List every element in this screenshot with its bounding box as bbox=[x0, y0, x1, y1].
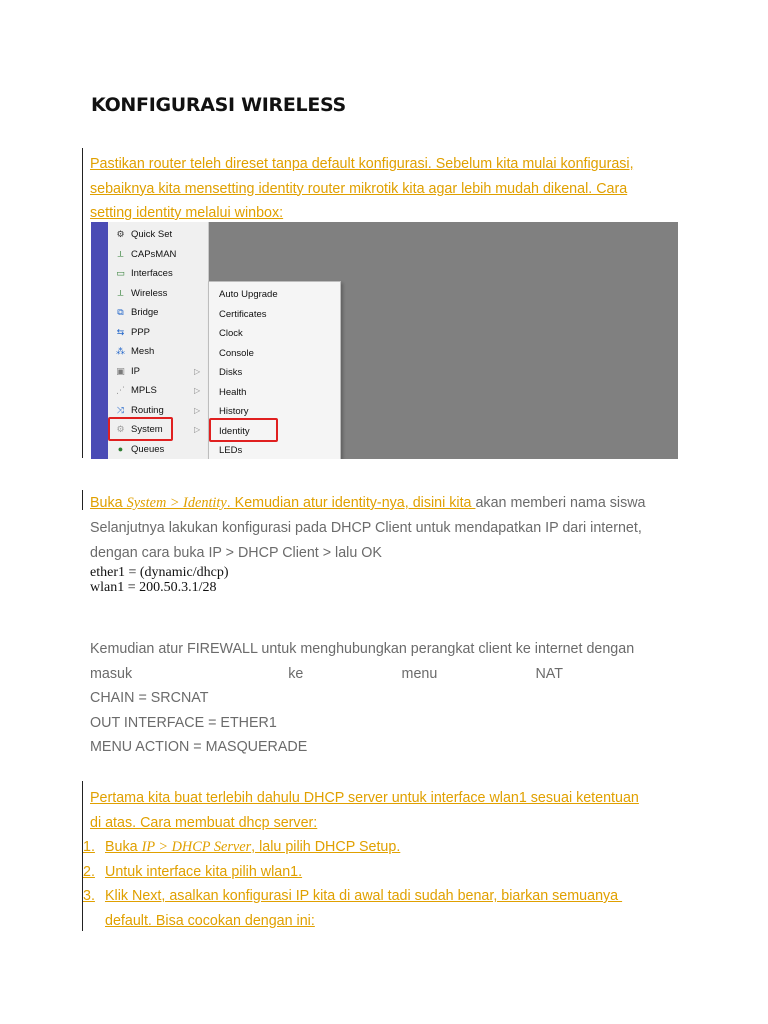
menu-item-bridge[interactable] bbox=[108, 303, 208, 323]
menu-item-wireless[interactable] bbox=[108, 284, 208, 304]
submenu-arrow-icon: ▷ bbox=[194, 405, 201, 415]
dhcp-server-intro: Pertama kita buat terlebih dahulu DHCP server untuk interface wlan1 sesuai ketentuan di atas. Cara membuat dhcp server: bbox=[90, 790, 639, 831]
system-highlight-box bbox=[108, 417, 173, 441]
submenu-item-leds[interactable]: LEDs bbox=[219, 445, 243, 457]
menu-item-label: CAPsMAN bbox=[131, 248, 177, 260]
ip-icon: ▣ bbox=[116, 365, 125, 376]
menu-item-label: Bridge bbox=[131, 307, 159, 319]
wlan1-config: wlan1 = 200.50.3.1/28 bbox=[90, 580, 217, 595]
mpls-icon: ⋰ bbox=[116, 385, 125, 396]
ppp-icon: ⇆ bbox=[116, 326, 125, 337]
menu-item-ip[interactable] bbox=[108, 362, 208, 382]
quick-set-icon: ⚙ bbox=[116, 229, 125, 240]
submenu-item-identity[interactable]: Identity bbox=[219, 425, 250, 437]
intro-line-3: setting identity melalui winbox: bbox=[90, 205, 284, 221]
submenu-item-certificates[interactable]: Certificates bbox=[219, 308, 267, 320]
dhcp-server-steps bbox=[83, 835, 683, 933]
submenu-item-auto-upgrade[interactable]: Auto Upgrade bbox=[219, 289, 278, 301]
mesh-icon: ⁂ bbox=[116, 346, 125, 357]
intro-line-2: sebaiknya kita mensetting identity router mikrotik kita agar lebih mudah dikenal. Cara bbox=[90, 180, 628, 197]
menu-item-label: MPLS bbox=[131, 385, 157, 397]
menu-item-label: IP bbox=[131, 365, 140, 377]
submenu-item-health[interactable]: Health bbox=[219, 386, 247, 398]
queues-icon: ● bbox=[117, 443, 124, 454]
identity-instruction: Buka System > Identity. Kemudian atur identity-nya, disini kita akan memberi nama siswa bbox=[90, 495, 646, 511]
menu-item-label: PPP bbox=[131, 326, 151, 338]
firewall-line-2: masuk ke menu NAT bbox=[90, 665, 563, 682]
menu-item-capsman[interactable] bbox=[108, 245, 208, 265]
intro-line-1: Pastikan router teleh direset tanpa default konfigurasi. Sebelum kita mulai konfigurasi, bbox=[90, 156, 634, 172]
menu-item-label: Quick Set bbox=[131, 229, 173, 241]
winbox-screenshot bbox=[91, 222, 678, 459]
submenu-item-history[interactable]: History bbox=[219, 406, 249, 418]
menu-item-mesh[interactable] bbox=[108, 342, 208, 362]
intro-paragraph bbox=[90, 152, 678, 226]
menu-item-label: Queues bbox=[131, 443, 165, 455]
menu-item-interfaces[interactable] bbox=[108, 264, 208, 284]
antenna-icon: ⟂ bbox=[117, 248, 124, 259]
submenu-arrow-icon: ▷ bbox=[194, 386, 201, 396]
menu-item-label: Routing bbox=[131, 404, 164, 416]
winbox-side-strip bbox=[91, 222, 108, 459]
chain-line: CHAIN = SRCNAT bbox=[90, 690, 209, 706]
menu-item-label: Mesh bbox=[131, 346, 155, 358]
menu-item-quick-set[interactable] bbox=[108, 225, 208, 245]
step-2: 2. Untuk interface kita pilih wlan1. bbox=[83, 863, 303, 880]
step-1: 1. Buka IP > DHCP Server, lalu pilih DHCP Setup. bbox=[83, 839, 401, 855]
submenu-arrow-icon: ▷ bbox=[194, 366, 201, 376]
action-line: MENU ACTION = MASQUERADE bbox=[90, 739, 308, 755]
routing-icon: ⤨ bbox=[116, 404, 125, 415]
step-3-continued: default. Bisa cocokan dengan ini: bbox=[105, 912, 315, 929]
firewall-paragraph: Kemudian atur FIREWALL untuk menghubungkan perangkat client ke internet dengan masuk ke menu NAT CHAIN = SRCNAT OUT INTERFACE = ETHER1 MENU ACTION = MASQUERADE bbox=[90, 637, 678, 760]
menu-item-ppp[interactable] bbox=[108, 323, 208, 343]
antenna-icon: ⟂ bbox=[117, 287, 124, 298]
submenu-item-clock[interactable]: Clock bbox=[219, 328, 243, 340]
out-interface-line: OUT INTERFACE = ETHER1 bbox=[90, 714, 277, 731]
submenu-item-disks[interactable]: Disks bbox=[219, 367, 243, 379]
dhcp-server-path: IP > DHCP Server bbox=[141, 839, 252, 855]
page-title: KONFIGURASI WIRELESS bbox=[91, 94, 346, 116]
bridge-icon: ⧉ bbox=[117, 307, 124, 318]
interfaces-icon: ▭ bbox=[116, 268, 125, 279]
margin-bar bbox=[82, 148, 83, 458]
dhcp-client-paragraph: Selanjutnya lakukan konfigurasi pada DHCP Client untuk mendapatkan IP dari internet, dengan cara buka IP > DHCP Client > lalu OK bbox=[90, 520, 642, 561]
submenu-item-console[interactable]: Console bbox=[219, 347, 254, 359]
gear-icon: ⚙ bbox=[116, 424, 125, 435]
margin-bar bbox=[82, 490, 83, 510]
system-identity-path: System > Identity bbox=[126, 495, 227, 511]
menu-item-queues[interactable] bbox=[108, 440, 208, 460]
step-3: 3. Klik Next, asalkan konfigurasi IP kita di awal tadi sudah benar, biarkan semuanya bbox=[83, 888, 623, 904]
identity-highlight-box bbox=[209, 418, 278, 442]
config-lines bbox=[90, 565, 229, 595]
menu-item-label: System bbox=[131, 424, 163, 436]
menu-item-label: Wireless bbox=[131, 287, 168, 299]
submenu-arrow-icon: ▷ bbox=[194, 425, 201, 435]
menu-item-label: Interfaces bbox=[131, 268, 173, 280]
menu-item-mpls[interactable] bbox=[108, 381, 208, 401]
ether1-config: ether1 = (dynamic/dhcp) bbox=[90, 565, 229, 580]
